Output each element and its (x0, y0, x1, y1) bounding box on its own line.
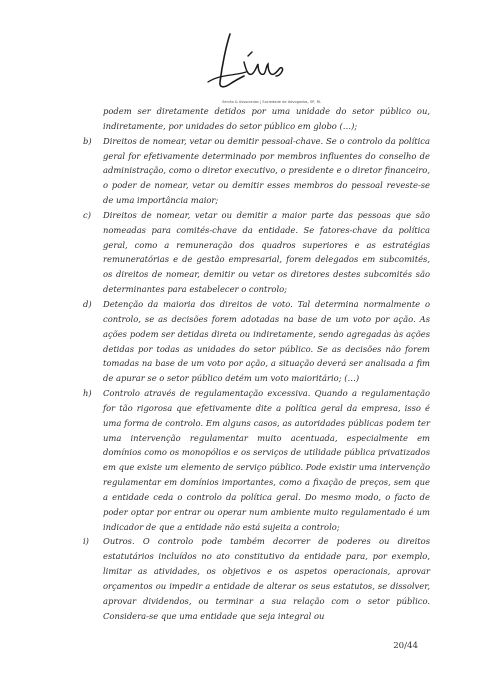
firm-logo (0, 18, 480, 104)
page-number: 20/44 (393, 641, 418, 651)
list-item (85, 534, 430, 623)
document-body (85, 104, 430, 624)
list-marker: d) (83, 298, 92, 309)
list-marker: c) (83, 209, 91, 220)
list-item (85, 134, 430, 208)
list-marker: b) (83, 135, 92, 146)
intro-paragraph (85, 104, 430, 134)
list-item (85, 297, 430, 386)
list-item-text: Direitos de nomear, vetar ou demitir pessoal-chave. Se o controlo da política geral for efetivamente determinado por membros influentes do conselho de administração, como o diretor executivo, o presidente e o diretor financeiro, o poder de nomear, vetar ou demitir esses membros do pessoal reveste-se de uma importância maior; (103, 135, 430, 206)
list-item-text: Outros. O controlo pode também decorrer de poderes ou direitos estatutários incluídos no ato constitutivo da entidade para, por exemplo, limitar as atividades, os objetivos e os aspetos operacionais, aprovar orçamentos ou impedir a entidade de alterar os seus estatutos, se dissolver, aprovar dividendos, ou terminar a sua relação com o setor público. Considera-se que uma entidade que seja integral ou (103, 536, 430, 621)
list-item-text: Controlo através de regulamentação excessiva. Quando a regulamentação for tão rigorosa que efetivamente dite a política geral da empresa, isso é uma forma de controlo. Em alguns casos, as autoridades públicas podem ter uma intervenção regulamentar muito acentuada, especialmente em domínios como os monopólios e os serviços de utilidade pública privatizados em que existe um elemento de serviço público. Pode existir uma intervenção regulamentar em domínios importantes, como a fixação de preços, sem que a entidade ceda o controlo da política geral. Do mesmo modo, o facto de poder optar por entrar ou operar num ambiente muito regulamentado é um indicador de que a entidade não está sujeita a controlo; (103, 388, 430, 532)
intro-text: podem ser diretamente detidos por uma unidade do setor público ou, indiretamente, por unidades do setor público em globo (…); (103, 106, 430, 131)
signature-logo-icon (200, 26, 290, 98)
list-item (85, 386, 430, 534)
list-marker: i) (83, 536, 89, 547)
list-item-text: Detenção da maioria dos direitos de voto. Tal determina normalmente o controlo, se as decisões forem adotadas na base de um voto por ação. As ações podem ser detidas direta ou indiretamente, sendo agregadas às ações detidas por todas as unidades do setor público. Se as decisões não forem tomadas na base de um voto por ação, a situação deverá ser analisada a fim de apurar se o setor público detém um voto maioritário; (…) (103, 298, 430, 384)
logo-subtitle: Serrão & Associados | Sociedade de Advogados, SP, RL (222, 100, 322, 104)
list-item-text: Direitos de nomear, vetar ou demitir a maior parte das pessoas que são nomeadas para comités-chave da entidade. Se fatores-chave da política geral, como a remuneração dos quadros superiores e as estratégias remuneratórias e de gestão empresarial, forem delegados em subcomités, os direitos de nomear, demitir ou vetar os diretores destes subcomités são determinantes para estabelecer o controlo; (103, 209, 430, 295)
list-marker: h) (83, 388, 92, 399)
list-item (85, 208, 430, 297)
